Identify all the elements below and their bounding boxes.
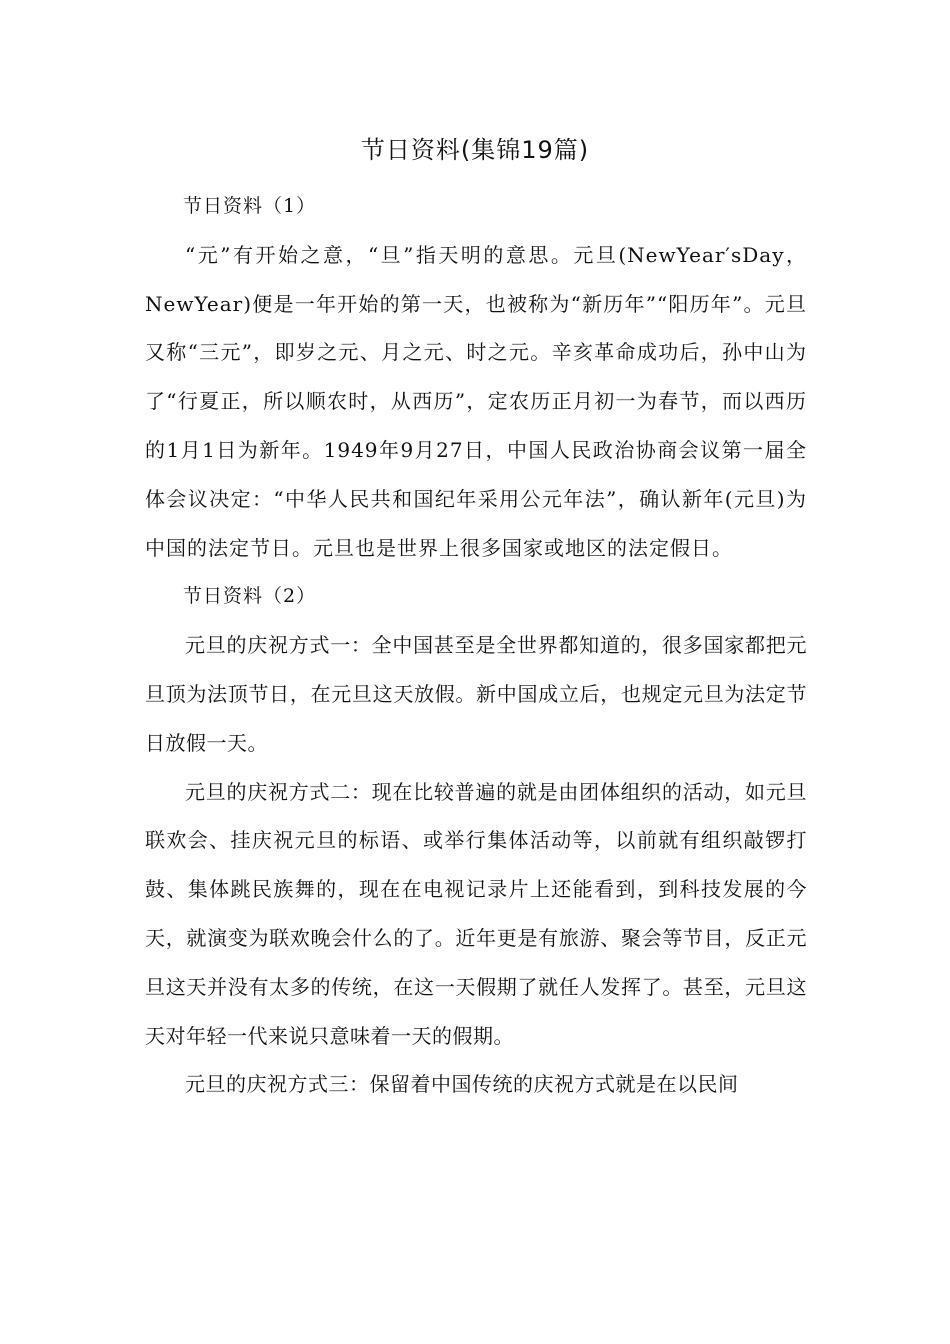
- paragraph-3: 元旦的庆祝方式二：现在比较普遍的就是由团体组织的活动，如元旦联欢会、挂庆祝元旦的标语、或举行集体活动等，以前就有组织敲锣打鼓、集体跳民族舞的，现在在电视记录片上还能看到，到科技发展的今天，就演变为联欢晚会什么的了。近年更是有旅游、聚会等节目，反正元旦这天并没有太多的传统，在这一天假期了就任人发挥了。甚至，元旦这天对年轻一代来说只意味着一天的假期。: [145, 779, 807, 1048]
- section-heading-2: 节日资料（2）: [183, 585, 317, 608]
- document-title: 节日资料(集锦19篇): [360, 136, 590, 164]
- paragraph-2: 元旦的庆祝方式一：全中国甚至是全世界都知道的，很多国家都把元旦顶为法顶节日，在元旦这天放假。新中国成立后，也规定元旦为法定节日放假一天。: [145, 633, 807, 755]
- section-heading-1: 节日资料（1）: [183, 195, 317, 217]
- paragraph-1: “元”有开始之意，“旦”指天明的意思。元旦(NewYear′sDay，NewYear)便是一年开始的第一天，也被称为“新历年”“阳历年”。元旦又称“三元”，即岁之元、月之元、时之元。辛亥革命成功后，孙中山为了“行夏正，所以顺农时，从西历”，定农历正月初一为春节，而以西历的1月1日为新年。1949年9月27日，中国人民政治协商会议第一届全体会议决定：“中华人民共和国纪年采用公元年法”，确认新年(元旦)为中国的法定节日。元旦也是世界上很多国家或地区的法定假日。: [145, 242, 807, 560]
- document-body: [145, 182, 807, 1109]
- paragraph-4: 元旦的庆祝方式三：保留着中国传统的庆祝方式就是在以民间: [185, 1072, 739, 1097]
